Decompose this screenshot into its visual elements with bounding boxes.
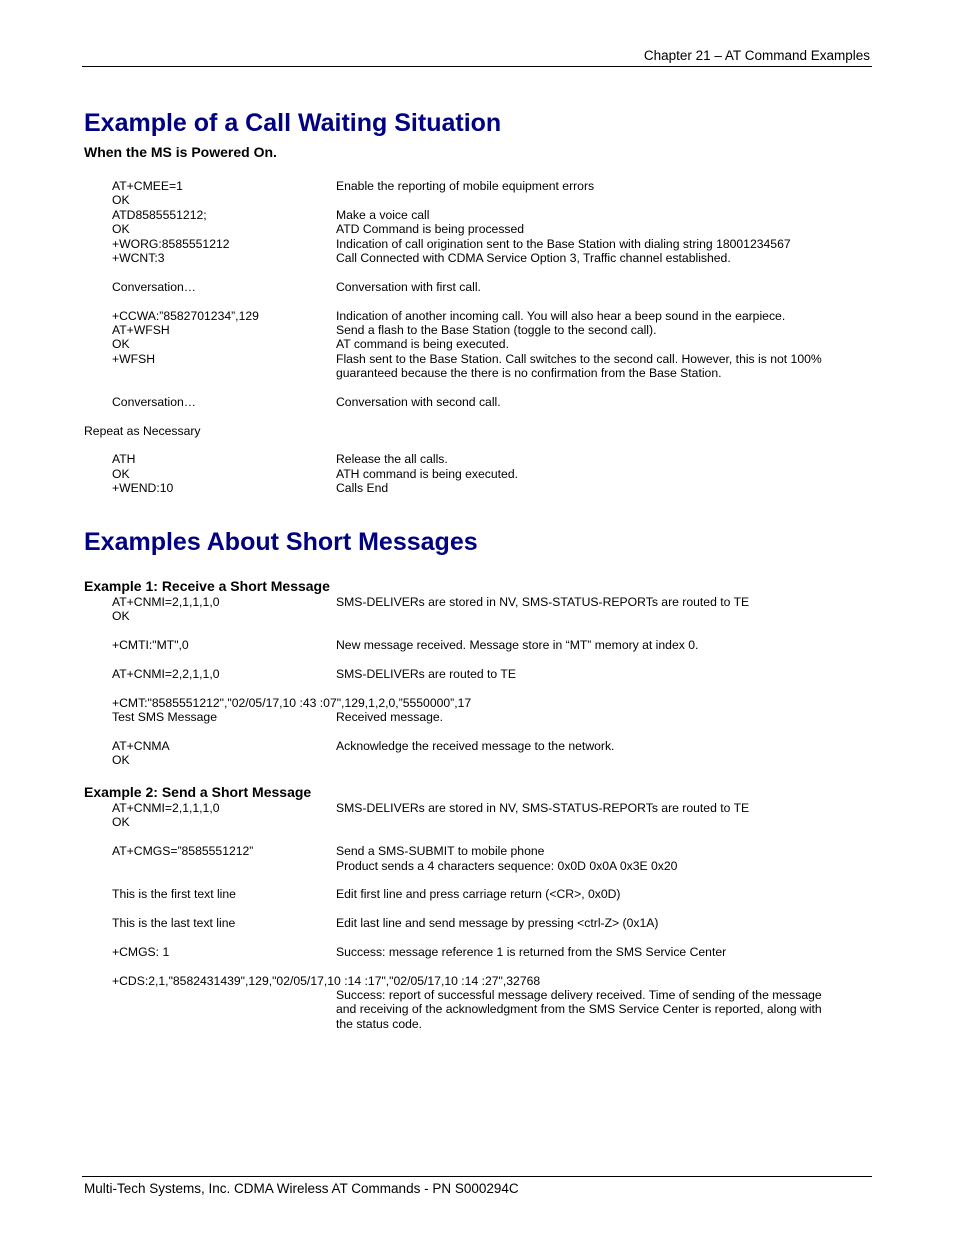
command-row: [0, 638, 954, 652]
command-description: SMS-DELIVERs are stored in NV, SMS-STATUS-REPORTs are routed to TE: [336, 595, 750, 609]
command-description: New message received. Message store in “MT” memory at index 0.: [336, 638, 699, 653]
command-row: [0, 452, 954, 466]
header-rule: [82, 66, 872, 67]
command-row: [0, 595, 954, 609]
at-command: OK: [112, 753, 130, 768]
command-description: SMS-DELIVERs are stored in NV, SMS-STATUS-REPORTs are routed to TE: [336, 801, 750, 815]
at-command: +WCNT:3: [112, 250, 165, 265]
call-waiting-subtitle: When the MS is Powered On.: [84, 144, 277, 160]
command-description: Indication of another incoming call. You will also hear a beep sound in the earpiece.: [336, 308, 786, 323]
command-description: guaranteed because the there is no confirmation from the Base Station.: [336, 366, 722, 381]
at-command: Conversation…: [112, 279, 196, 294]
at-command: AT+CMEE=1: [112, 179, 183, 193]
command-description: SMS-DELIVERs are routed to TE: [336, 666, 516, 681]
example2-title: Example 2: Send a Short Message: [84, 784, 312, 800]
command-row: [0, 222, 954, 236]
command-description: Indication of call origination sent to the Base Station with dialing string 18001234567: [336, 236, 791, 251]
command-row: [0, 696, 954, 710]
at-command: Test SMS Message: [112, 710, 217, 725]
at-command: OK: [112, 337, 130, 352]
command-row: [0, 974, 954, 988]
command-row: [0, 309, 954, 323]
at-command: AT+CMGS=”8585551212”: [112, 844, 254, 859]
row-spacer: [0, 931, 954, 945]
example2-command-table: [0, 801, 954, 1031]
at-command: ATH: [112, 452, 136, 467]
at-command: OK: [112, 609, 130, 624]
row-spacer: [0, 873, 954, 887]
row-spacer: [0, 438, 954, 452]
example1-command-table: [0, 595, 954, 768]
command-row: [0, 916, 954, 930]
at-command: AT+CNMI=2,2,1,1,0: [112, 666, 220, 681]
command-row: [0, 609, 954, 623]
at-command: OK: [112, 815, 130, 830]
command-row: [0, 467, 954, 481]
command-description: Acknowledge the received message to the network.: [336, 738, 615, 753]
command-row: [0, 481, 954, 495]
at-command: +WEND:10: [112, 481, 174, 496]
command-description: Make a voice call: [336, 207, 430, 222]
at-command: This is the last text line: [112, 916, 236, 931]
command-description: AT command is being executed.: [336, 337, 509, 352]
row-spacer: [0, 294, 954, 308]
at-command: AT+CNMA: [112, 738, 170, 753]
command-description: and receiving of the acknowledgment from the SMS Service Center is reported, along with: [336, 1002, 822, 1017]
at-command: +CMT:"8585551212","02/05/17,10 :43 :07",129,1,2,0,”5550000”,17: [112, 695, 472, 710]
command-row: [0, 251, 954, 265]
command-row: [0, 1017, 954, 1031]
row-spacer: [0, 265, 954, 279]
command-description: Edit first line and press carriage return (<CR>, 0x0D): [336, 887, 621, 902]
row-spacer: [0, 959, 954, 973]
at-command: +CDS:2,1,"8582431439",129,"02/05/17,10 :14 :17","02/05/17,10 :14 :27",32768: [112, 973, 541, 988]
at-command: Conversation…: [112, 394, 196, 409]
note-text: Repeat as Necessary: [84, 423, 201, 438]
command-row: [0, 366, 954, 380]
command-description: Edit last line and send message by pressing <ctrl-Z> (0x1A): [336, 916, 659, 931]
command-row: [0, 739, 954, 753]
footer-text: Multi-Tech Systems, Inc. CDMA Wireless AT Commands - PN S000294C: [84, 1181, 519, 1196]
command-row: [0, 395, 954, 409]
command-description: ATH command is being executed.: [336, 466, 518, 481]
row-spacer: [0, 653, 954, 667]
row-spacer: [0, 380, 954, 394]
command-description: Send a SMS-SUBMIT to mobile phone: [336, 844, 545, 859]
command-row: [0, 193, 954, 207]
at-command: AT+CNMI=2,1,1,1,0: [112, 801, 220, 815]
command-description: Release the all calls.: [336, 452, 448, 467]
at-command: +CCWA:”8582701234”,129: [112, 308, 259, 323]
at-command: OK: [112, 193, 130, 208]
at-command: +CMTI:"MT",0: [112, 638, 189, 653]
command-row: [0, 352, 954, 366]
command-row: [0, 1002, 954, 1016]
command-row: [0, 988, 954, 1002]
command-description: Call Connected with CDMA Service Option 3, Traffic channel established.: [336, 250, 731, 265]
section-title-call-waiting: Example of a Call Waiting Situation: [84, 109, 502, 137]
command-row: [0, 323, 954, 337]
chapter-header: Chapter 21 – AT Command Examples: [643, 48, 870, 63]
command-description: ATD Command is being processed: [336, 222, 525, 237]
at-command: AT+WFSH: [112, 322, 170, 337]
command-description: Success: message reference 1 is returned from the SMS Service Center: [336, 944, 727, 959]
example1-title: Example 1: Receive a Short Message: [84, 578, 330, 594]
row-spacer: [0, 725, 954, 739]
command-row: [0, 859, 954, 873]
row-spacer: [0, 624, 954, 638]
row-spacer: [0, 902, 954, 916]
command-row: [0, 887, 954, 901]
at-command: ATD8585551212;: [112, 207, 207, 222]
footer-rule: [82, 1176, 872, 1177]
command-description: Received message.: [336, 710, 444, 725]
at-command: AT+CNMI=2,1,1,1,0: [112, 595, 220, 609]
command-row: [0, 280, 954, 294]
command-row: [0, 337, 954, 351]
command-row: [0, 237, 954, 251]
command-row: [0, 179, 954, 193]
command-row: [0, 815, 954, 829]
command-row: [0, 667, 954, 681]
at-command: OK: [112, 222, 130, 237]
command-description: Enable the reporting of mobile equipment errors: [336, 179, 595, 193]
at-command: +WFSH: [112, 351, 155, 366]
command-row: [0, 208, 954, 222]
command-row: [0, 945, 954, 959]
row-spacer: [0, 830, 954, 844]
at-command: OK: [112, 466, 130, 481]
command-description: Calls End: [336, 481, 389, 496]
command-description: Conversation with first call.: [336, 279, 481, 294]
command-row: [0, 844, 954, 858]
command-description: Success: report of successful message delivery received. Time of sending of the message: [336, 988, 822, 1003]
command-row: [0, 710, 954, 724]
row-spacer: [0, 409, 954, 423]
command-description: Product sends a 4 characters sequence: 0x0D 0x0A 0x3E 0x20: [336, 858, 678, 873]
command-row: [0, 753, 954, 767]
call-waiting-command-table: [0, 179, 954, 496]
command-description: the status code.: [336, 1016, 423, 1031]
command-row: [0, 424, 954, 438]
command-description: Conversation with second call.: [336, 394, 501, 409]
at-command: +CMGS: 1: [112, 944, 170, 959]
at-command: +WORG:8585551212: [112, 236, 230, 251]
at-command: This is the first text line: [112, 887, 236, 902]
command-row: [0, 801, 954, 815]
row-spacer: [0, 681, 954, 695]
section-title-short-messages: Examples About Short Messages: [84, 528, 478, 556]
command-description: Flash sent to the Base Station. Call switches to the second call. However, this is not 100%: [336, 351, 822, 366]
command-description: Send a flash to the Base Station (toggle to the second call).: [336, 322, 657, 337]
